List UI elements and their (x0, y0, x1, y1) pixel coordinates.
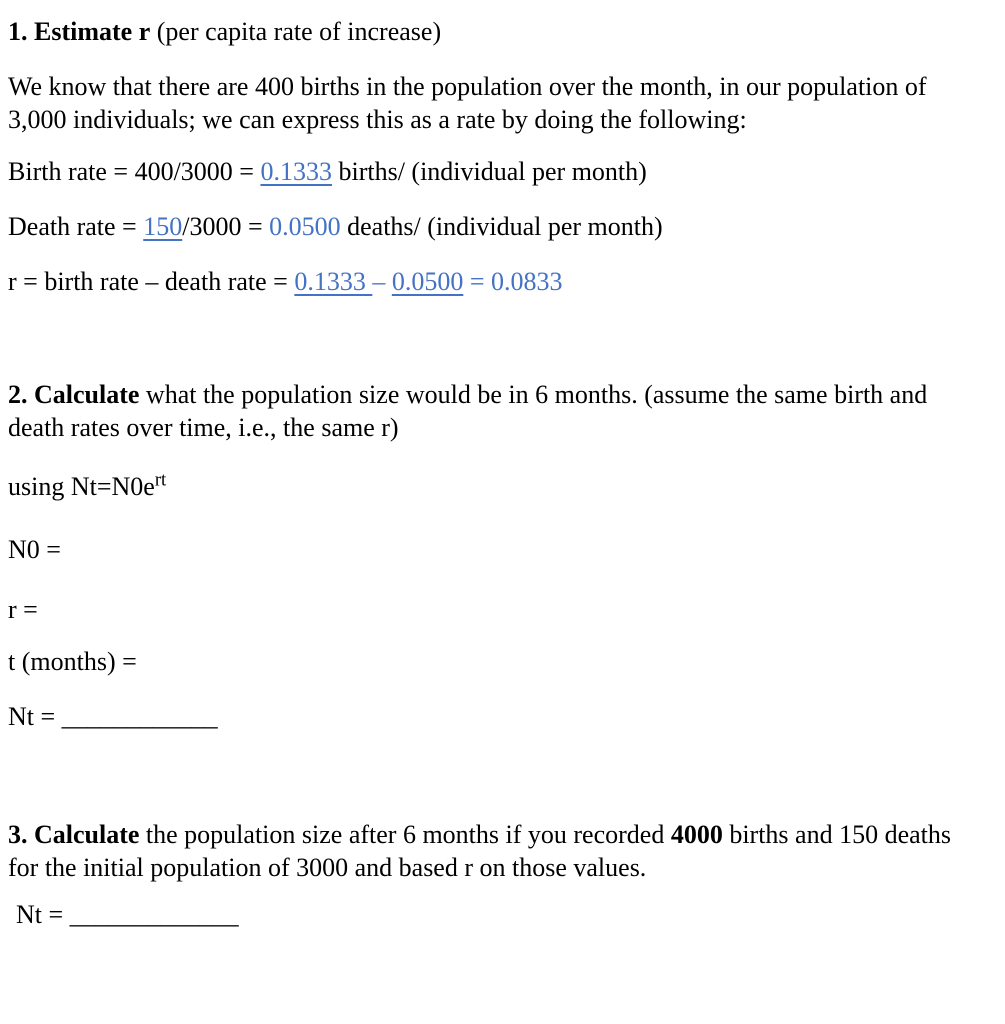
formula-line: using $Nt=N0e^{rt}$ (8, 469, 167, 501)
nt-answer-blank-1: Nt = ____________ (8, 702, 218, 731)
t-months-label: t (months) = (8, 647, 137, 676)
question-2-heading: 2. Calculate what the population size would be in 6 months. (assume the same birth and death rates over time, i.e., the same r) (8, 380, 934, 442)
n0-label: N0 = (8, 535, 61, 564)
nt-answer-blank-2: Nt = _____________ (16, 900, 239, 929)
question-1-heading: 1. Estimate r (per capita rate of increase) (8, 17, 442, 46)
r-label: r = (8, 595, 38, 624)
birth-rate-line: Birth rate = 400/3000 = 0.1333 births/ (individual per month) (8, 157, 647, 186)
question-3-heading: 3. Calculate the population size after 6 months if you recorded 4000 births and 150 deaths for the initial population of 3000 and based r on those values. (8, 820, 958, 882)
r-equation-line: r = birth rate – death rate = 0.1333 – 0.0500 = 0.0833 (8, 267, 563, 296)
intro-paragraph: We know that there are 400 births in the population over the month, in our population of 3,000 individuals; we can express this as a rate by doing the following: (8, 72, 934, 134)
death-rate-line: Death rate = 150/3000 = 0.0500 deaths/ (individual per month) (8, 212, 663, 241)
